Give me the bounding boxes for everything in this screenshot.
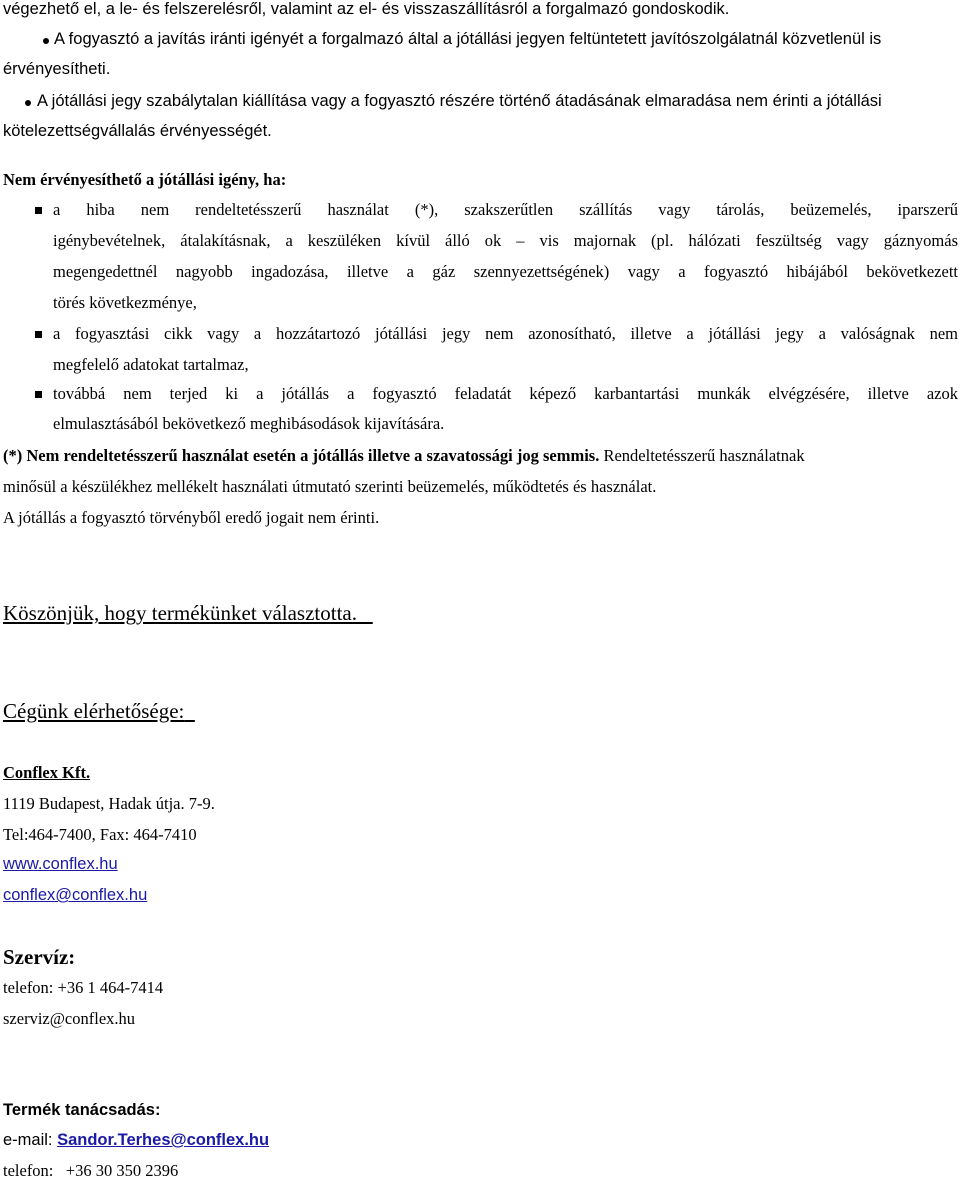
thanks-text: Köszönjük, hogy termékünket választotta. [3, 601, 357, 625]
service-heading: Szervíz: [3, 945, 76, 969]
company-address: 1119 Budapest, Hadak útja. 7-9. [3, 794, 215, 813]
text-line: A jótállási jegy szabálytalan kiállítása vagy a fogyasztó részére történő átadásának elmaradása nem érinti a jótállási [37, 92, 882, 110]
section-heading: Nem érvényesíthető a jótállási igény, ha: [3, 170, 287, 189]
note-line [3, 446, 805, 466]
text-line: a fogyasztási cikk vagy a hozzátartozó jótállási jegy nem azonosítható, illetve a jótállási jegy a valóságnak nem [53, 324, 958, 343]
text-line: megfelelő adatokat tartalmaz, [53, 355, 249, 374]
advice-email-line: e-mail: Sandor.Terhes@conflex.hu [3, 1131, 270, 1149]
text-line: kötelezettségvállalás érvényességét. [3, 122, 272, 140]
advice-heading: Termék tanácsadás: [3, 1101, 161, 1119]
advice-email-link[interactable]: Sandor.Terhes@conflex.hu [57, 1131, 270, 1149]
text-line: továbbá nem terjed ki a jótállás a fogyasztó feladatát képező karbantartási munkák elvégzésére, illetve azok [53, 384, 958, 403]
text-line: megengedettnél nagyobb ingadozása, illetve a gáz szennyezettségének) vagy a fogyasztó hibájából bekövetkezett [53, 262, 958, 281]
note-line: minősül a készülékhez mellékelt használati útmutató szerinti beüzemelés, működtetés és használat. [3, 477, 657, 496]
square-bullet-icon [35, 207, 42, 214]
note-rest: Rendeltetésszerű használatnak [599, 446, 805, 465]
bullet-icon [25, 100, 31, 106]
square-bullet-icon [35, 331, 42, 338]
note-bold: (*) Nem rendeltetésszerű használat esetén a jótállás illetve a szavatossági jog semmis. [3, 446, 600, 465]
company-name: Conflex Kft. [3, 763, 91, 782]
company-email-link[interactable]: conflex@conflex.hu [3, 886, 148, 904]
bullet-icon [43, 38, 49, 44]
company-phone: Tel:464-7400, Fax: 464-7410 [3, 825, 197, 844]
text-line: törés következménye, [53, 293, 197, 312]
text-line: érvényesítheti. [3, 60, 111, 78]
square-bullet-icon [35, 391, 42, 398]
service-email: szerviz@conflex.hu [3, 1009, 136, 1028]
text-line: elmulasztásából bekövetkező meghibásodások kijavítására. [53, 414, 445, 433]
text-line: végezhető el, a le- és felszerelésről, valamint az el- és visszaszállításról a forgalmazó gondoskodik. [3, 0, 730, 18]
text-line: a hiba nem rendeltetésszerű használat (*), szakszerűtlen szállítás vagy tárolás, beüzemelés, iparszerű [53, 200, 958, 219]
advice-phone: telefon: +36 30 350 2396 [3, 1161, 179, 1180]
note-line: A jótállás a fogyasztó törvényből eredő jogait nem érinti. [3, 508, 380, 527]
service-phone: telefon: +36 1 464-7414 [3, 978, 164, 997]
text-line: A fogyasztó a javítás iránti igényét a forgalmazó által a jótállási jegyen feltüntetett javítószolgálatnál közvetlenül is [54, 30, 882, 48]
contact-heading: Cégünk elérhetősége: [3, 699, 185, 723]
text-line: igénybevételnek, átalakításnak, a keszüléken kívül álló ok – vis majornak (pl. hálózati feszültség vagy gáznyomás [53, 231, 958, 250]
company-web-link[interactable]: www.conflex.hu [3, 855, 118, 873]
